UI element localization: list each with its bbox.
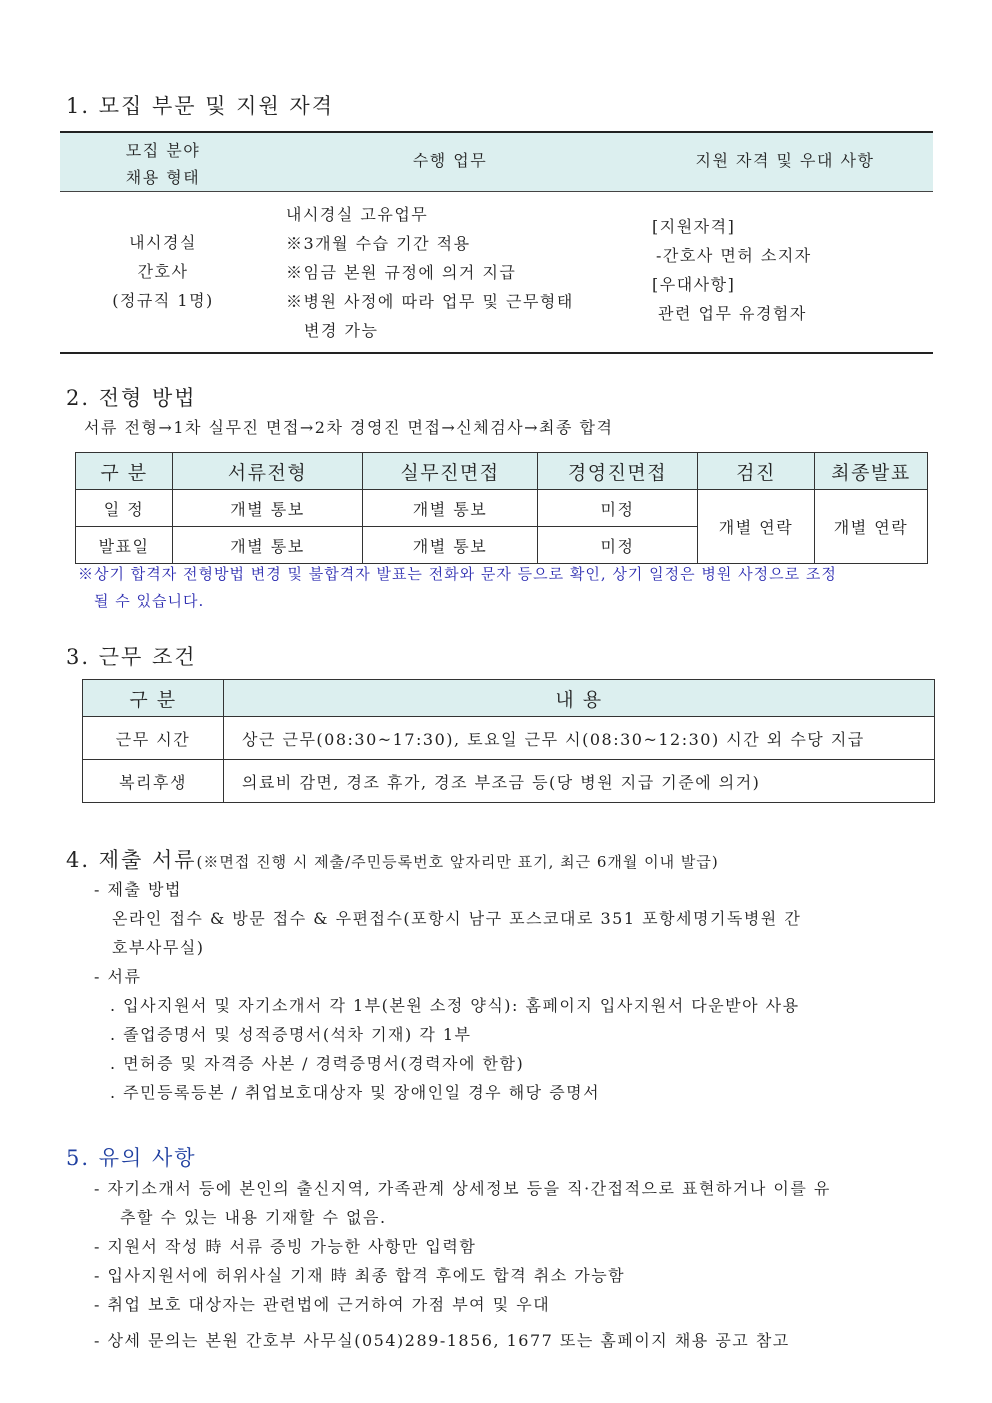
section4-heading <box>66 844 719 874</box>
header-col1-line1: 모집 분야 <box>125 141 201 160</box>
notice-item1-line2: 추할 수 있는 내용 기재할 수 없음. <box>120 1208 387 1227</box>
schedule-note-line2: 될 수 있습니다. <box>94 592 205 610</box>
qualification-cell <box>652 212 812 328</box>
header-content: 내 용 <box>224 680 935 717</box>
qual-line: [지원자격] <box>652 217 736 236</box>
schedule-note-line1: ※상기 합격자 전형방법 변경 및 불합격자 발표는 전화와 문자 등으로 확인, 상기 일정은 병원 사정으로 조정 <box>78 565 837 583</box>
table-cell: 개별 통보 <box>173 490 363 527</box>
checkup-merged-cell: 개별 연락 <box>698 490 815 564</box>
table-cell: 개별 통보 <box>173 527 363 564</box>
header-checkup: 검진 <box>698 453 815 490</box>
row-label: 일 정 <box>76 490 173 527</box>
field-line: 간호사 <box>137 262 189 281</box>
notice-item: - 취업 보호 대상자는 관련법에 근거하여 가점 부여 및 우대 <box>94 1295 551 1314</box>
table-cell: 개별 통보 <box>363 490 538 527</box>
recruit-field-cell <box>80 228 246 315</box>
notice-item: - 입사지원서에 허위사실 기재 時 최종 합격 후에도 합격 취소 가능함 <box>94 1266 626 1285</box>
duty-line: 변경 가능 <box>304 321 379 340</box>
qual-line: 관련 업무 유경험자 <box>658 304 807 323</box>
qual-line: [우대사항] <box>652 275 736 294</box>
section3-title: 3. 근무 조건 <box>66 645 197 669</box>
section1-table-header <box>60 131 933 192</box>
table-cell: 개별 통보 <box>363 527 538 564</box>
header-document: 서류전형 <box>173 453 363 490</box>
section2-title: 2. 전형 방법 <box>66 386 197 410</box>
schedule-table <box>75 452 928 564</box>
notice-item: - 지원서 작성 時 서류 증빙 가능한 사항만 입력함 <box>94 1237 477 1256</box>
method-line2: 호부사무실) <box>112 938 205 957</box>
doc-item: . 입사지원서 및 자기소개서 각 1부(본원 소정 양식): 홈페이지 입사지원서 다운받아 사용 <box>110 996 800 1015</box>
table-cell: 미정 <box>538 490 698 527</box>
row-label: 복리후생 <box>83 760 224 803</box>
duty-line: ※3개월 수습 기간 적용 <box>286 234 471 253</box>
header-final: 최종발표 <box>815 453 928 490</box>
schedule-header-row <box>76 453 928 490</box>
row-value: 상근 근무(08:30~17:30), 토요일 근무 시(08:30~12:30) 시간 외 수당 지급 <box>224 717 935 760</box>
duties-cell <box>286 200 574 345</box>
field-line: (정규직 1명) <box>112 291 214 310</box>
qual-line: -간호사 면허 소지자 <box>656 246 812 265</box>
table-cell: 미정 <box>538 527 698 564</box>
doc-item: . 졸업증명서 및 성적증명서(석차 기재) 각 1부 <box>110 1025 472 1044</box>
header-exec-interview: 경영진면접 <box>538 453 698 490</box>
doc-item: . 면허증 및 자격증 사본 / 경력증명서(경력자에 한함) <box>110 1054 525 1073</box>
row-label: 근무 시간 <box>83 717 224 760</box>
header-col1 <box>110 137 216 191</box>
schedule-row <box>76 490 928 527</box>
section1-title: 1. 모집 부문 및 지원 자격 <box>66 94 334 118</box>
section4-title: 4. 제출 서류 <box>66 848 197 872</box>
conditions-header-row <box>83 680 935 717</box>
header-category: 구 분 <box>76 453 173 490</box>
conditions-row <box>83 717 935 760</box>
final-merged-cell: 개별 연락 <box>815 490 928 564</box>
row-label: 발표일 <box>76 527 173 564</box>
section1-table-body <box>60 190 933 354</box>
method-line1: 온라인 접수 & 방문 접수 & 우편접수(포항시 남구 포스코대로 351 포항세명기독병원 간 <box>112 909 802 928</box>
notice-item: - 상세 문의는 본원 간호부 사무실(054)289-1856, 1677 또는 홈페이지 채용 공고 참고 <box>94 1331 790 1350</box>
notice-item1-line1: - 자기소개서 등에 본인의 출신지역, 가족관계 상세정보 등을 직·간접적으로 표현하거나 이를 유 <box>94 1179 831 1198</box>
duty-line: 내시경실 고유업무 <box>286 205 429 224</box>
method-label: - 제출 방법 <box>94 880 182 899</box>
work-conditions-table <box>82 679 935 803</box>
doc-item: . 주민등록등본 / 취업보호대상자 및 장애인일 경우 해당 증명서 <box>110 1083 601 1102</box>
header-col2: 수행 업무 <box>412 151 488 170</box>
header-staff-interview: 실무진면접 <box>363 453 538 490</box>
header-col3: 지원 자격 및 우대 사항 <box>695 151 875 170</box>
duty-line: ※병원 사정에 따라 업무 및 근무형태 <box>286 292 574 311</box>
duty-line: ※임금 본원 규정에 의거 지급 <box>286 263 517 282</box>
selection-process: 서류 전형→1차 실무진 면접→2차 경영진 면접→신체검사→최종 합격 <box>84 418 614 437</box>
section5-title: 5. 유의 사항 <box>66 1146 197 1170</box>
row-value: 의료비 감면, 경조 휴가, 경조 부조금 등(당 병원 지급 기준에 의거) <box>224 760 935 803</box>
conditions-row <box>83 760 935 803</box>
section4-title-note: (※면접 진행 시 제출/주민등록번호 앞자리만 표기, 최근 6개월 이내 발급) <box>196 853 719 871</box>
field-line: 내시경실 <box>129 233 197 252</box>
docs-label: - 서류 <box>94 967 142 986</box>
header-category: 구 분 <box>83 680 224 717</box>
header-col1-line2: 채용 형태 <box>125 168 201 187</box>
